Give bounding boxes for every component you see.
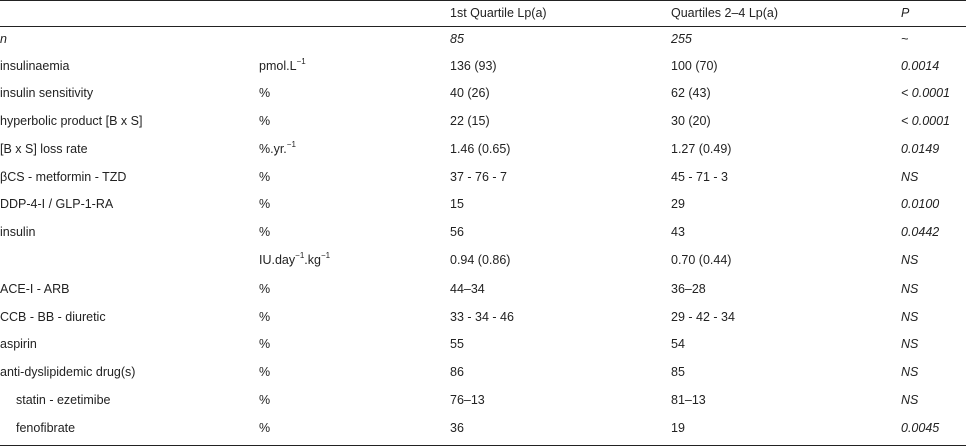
row-label: ACE-I - ARB — [0, 282, 70, 296]
row-first-quartile: 86 — [450, 365, 464, 379]
table-row — [0, 415, 966, 441]
row-label: insulin — [0, 225, 36, 239]
row-first-quartile: 37 - 76 - 7 — [450, 170, 507, 184]
row-label: DDP-4-I / GLP-1-RA — [0, 197, 114, 211]
table-row — [0, 80, 966, 106]
row-p-value: NS — [901, 337, 919, 351]
row-p-value: NS — [901, 365, 919, 379]
row-unit: % — [259, 365, 271, 379]
row-p-value: < 0.0001 — [901, 86, 951, 100]
row-quartiles-2-4: 62 (43) — [671, 86, 711, 100]
row-quartiles-2-4: 19 — [671, 421, 685, 435]
row-label: hyperbolic product [B x S] — [0, 114, 143, 128]
row-p-value: NS — [901, 170, 919, 184]
table-row — [0, 247, 966, 273]
row-first-quartile: 33 - 34 - 46 — [450, 310, 514, 324]
row-unit: % — [259, 225, 271, 239]
row-first-quartile: 40 (26) — [450, 86, 490, 100]
row-label: CCB - BB - diuretic — [0, 310, 106, 324]
row-label: βCS - metformin - TZD — [0, 170, 127, 184]
row-unit: % — [259, 197, 271, 211]
row-quartiles-2-4: 29 — [671, 197, 685, 211]
row-first-quartile: 44–34 — [450, 282, 485, 296]
row-quartiles-2-4: 29 - 42 - 34 — [671, 310, 735, 324]
row-first-quartile: 56 — [450, 225, 464, 239]
row-unit: $pmol.L^{-1}$ — [259, 56, 306, 73]
row-first-quartile: 76–13 — [450, 393, 485, 407]
row-quartiles-2-4: 36–28 — [671, 282, 706, 296]
row-p-value: NS — [901, 310, 919, 324]
row-label: statin - ezetimibe — [16, 393, 111, 407]
row-label: insulin sensitivity — [0, 86, 94, 100]
row-unit: % — [259, 86, 271, 100]
row-p-value: 0.0442 — [901, 225, 940, 239]
header-row — [0, 0, 966, 26]
row-unit: % — [259, 282, 271, 296]
table-row — [0, 191, 966, 217]
row-unit: % — [259, 421, 271, 435]
header-first-quartile: 1st Quartile Lp(a) — [450, 6, 547, 20]
row-first-quartile: 85 — [450, 32, 464, 46]
row-p-value: 0.0045 — [901, 421, 940, 435]
row-quartiles-2-4: 255 — [671, 32, 692, 46]
row-quartiles-2-4: 81–13 — [671, 393, 706, 407]
header-quartiles-2-4: Quartiles 2–4 Lp(a) — [671, 6, 779, 20]
row-quartiles-2-4: 0.70 (0.44) — [671, 253, 732, 267]
row-quartiles-2-4: 30 (20) — [671, 114, 711, 128]
table-row — [0, 304, 966, 330]
row-p-value: ~ — [901, 32, 909, 46]
row-p-value: < 0.0001 — [901, 114, 951, 128]
row-first-quartile: 15 — [450, 197, 464, 211]
row-first-quartile: 36 — [450, 421, 464, 435]
table-row — [0, 276, 966, 302]
table-row — [0, 26, 966, 52]
table-row — [0, 108, 966, 134]
row-p-value: 0.0100 — [901, 197, 940, 211]
row-unit: % — [259, 170, 271, 184]
row-unit: % — [259, 114, 271, 128]
row-label: [B x S] loss rate — [0, 142, 88, 156]
table-row — [0, 53, 966, 79]
row-quartiles-2-4: 100 (70) — [671, 59, 718, 73]
row-p-value: NS — [901, 393, 919, 407]
row-first-quartile: 136 (93) — [450, 59, 497, 73]
row-label: insulinaemia — [0, 59, 70, 73]
row-quartiles-2-4: 1.27 (0.49) — [671, 142, 732, 156]
row-quartiles-2-4: 54 — [671, 337, 685, 351]
row-p-value: 0.0149 — [901, 142, 940, 156]
row-quartiles-2-4: 45 - 71 - 3 — [671, 170, 728, 184]
row-p-value: NS — [901, 282, 919, 296]
row-quartiles-2-4: 43 — [671, 225, 685, 239]
row-first-quartile: 0.94 (0.86) — [450, 253, 511, 267]
row-unit: % — [259, 310, 271, 324]
row-label: aspirin — [0, 337, 37, 351]
row-unit: % — [259, 337, 271, 351]
header-p-value: P — [901, 6, 910, 20]
table-row — [0, 387, 966, 413]
table-row — [0, 331, 966, 357]
row-unit: $IU.day^{-1}.kg^{-1}$ — [259, 250, 331, 267]
row-label: anti-dyslipidemic drug(s) — [0, 365, 136, 379]
row-label: fenofibrate — [16, 421, 76, 435]
row-p-value: NS — [901, 253, 919, 267]
row-first-quartile: 1.46 (0.65) — [450, 142, 511, 156]
row-unit: %.yr.$^{-1}$ — [259, 139, 296, 156]
row-unit: % — [259, 393, 271, 407]
row-first-quartile: 22 (15) — [450, 114, 490, 128]
table-row — [0, 359, 966, 385]
row-label: n — [0, 32, 7, 46]
row-p-value: 0.0014 — [901, 59, 940, 73]
table-row — [0, 136, 966, 162]
table-row — [0, 219, 966, 245]
table-row — [0, 164, 966, 190]
row-first-quartile: 55 — [450, 337, 464, 351]
row-quartiles-2-4: 85 — [671, 365, 685, 379]
